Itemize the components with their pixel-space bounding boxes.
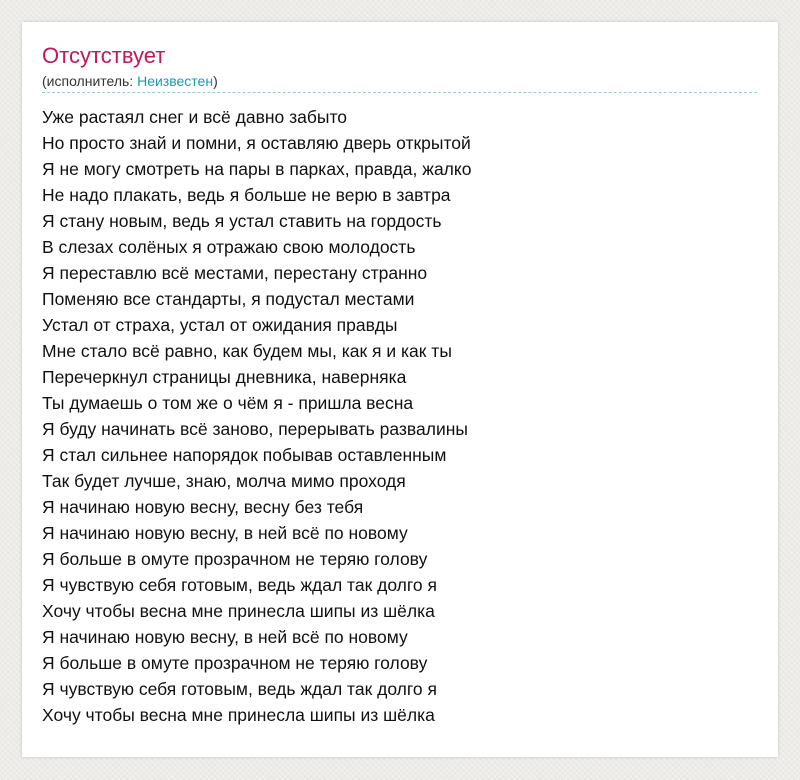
lyrics-line: Не надо плакать, ведь я больше не верю в завтра	[42, 185, 451, 205]
lyrics-line: Я начинаю новую весну, в ней всё по новому	[42, 627, 408, 647]
lyrics-line: Поменяю все стандарты, я подустал местами	[42, 289, 415, 309]
lyrics-line: Так будет лучше, знаю, молча мимо проходя	[42, 471, 406, 491]
lyrics-line: Хочу чтобы весна мне принесла шипы из шёлка	[42, 601, 435, 621]
performer-suffix: )	[213, 73, 218, 89]
lyrics-line: Я начинаю новую весну, весну без тебя	[42, 497, 364, 517]
lyrics-line: Я стану новым, ведь я устал ставить на гордость	[42, 211, 442, 231]
lyrics-line: Но просто знай и помни, я оставляю дверь открытой	[42, 133, 471, 153]
performer-link[interactable]: Неизвестен	[137, 73, 214, 89]
lyrics-line: Я больше в омуте прозрачном не теряю голову	[42, 549, 428, 569]
lyrics-line: Уже растаял снег и всё давно забыто	[42, 107, 348, 127]
lyrics-line: Я буду начинать всё заново, перерывать развалины	[42, 419, 468, 439]
lyrics-line: Ты думаешь о том же о чём я - пришла весна	[42, 393, 414, 413]
lyrics-card	[22, 22, 778, 757]
lyrics-text	[42, 104, 471, 728]
lyrics-line: Я стал сильнее напорядок побывав оставленным	[42, 445, 447, 465]
lyrics-line: Я переставлю всё местами, перестану странно	[42, 263, 428, 283]
lyrics-line: Устал от страха, устал от ожидания правды	[42, 315, 398, 335]
song-title: Отсутствует	[42, 43, 166, 68]
lyrics-line: Мне стало всё равно, как будем мы, как я и как ты	[42, 341, 452, 361]
lyrics-line: Я больше в омуте прозрачном не теряю голову	[42, 653, 428, 673]
lyrics-line: Хочу чтобы весна мне принесла шипы из шёлка	[42, 705, 435, 725]
divider	[42, 92, 757, 93]
lyrics-line: В слезах солёных я отражаю свою молодость	[42, 237, 416, 257]
performer-prefix: (исполнитель:	[42, 73, 138, 89]
lyrics-line: Я чувствую себя готовым, ведь ждал так долго я	[42, 679, 437, 699]
performer-line	[42, 72, 218, 90]
lyrics-line: Я начинаю новую весну, в ней всё по новому	[42, 523, 408, 543]
lyrics-line: Я чувствую себя готовым, ведь ждал так долго я	[42, 575, 437, 595]
lyrics-line: Перечеркнул страницы дневника, наверняка	[42, 367, 407, 387]
lyrics-line: Я не могу смотреть на пары в парках, правда, жалко	[42, 159, 472, 179]
